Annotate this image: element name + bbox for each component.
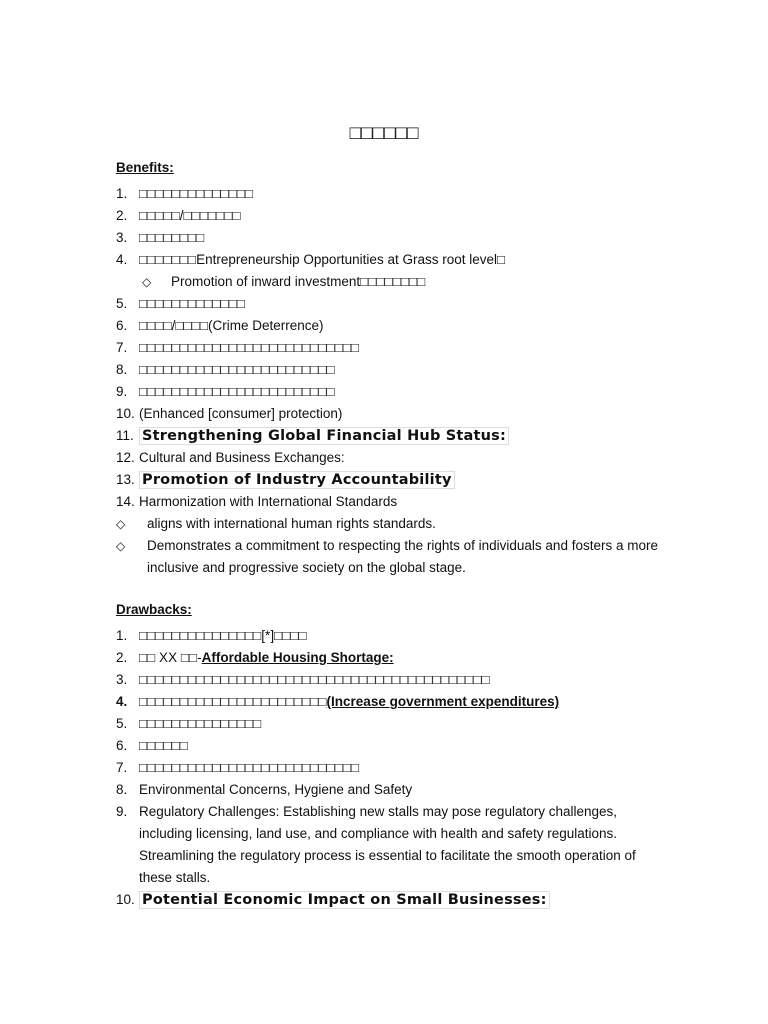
item-number: 3.: [116, 672, 128, 687]
item-prefix: □□□□□□□□□□□□□□□□□□□□□□□: [139, 694, 327, 709]
list-item: [0, 293, 768, 315]
list-item: [0, 381, 768, 403]
item-number: 7.: [116, 760, 128, 775]
item-text: Harmonization with International Standards: [139, 494, 398, 509]
list-item: [0, 801, 768, 889]
item-text: □□□□□□□Entrepreneurship Opportunities at Grass root level□: [139, 252, 506, 267]
item-number: 11.: [116, 428, 134, 443]
list-item: [0, 691, 768, 713]
item-text-highlight: Strengthening Global Financial Hub Status:: [139, 427, 509, 445]
item-text: Environmental Concerns, Hygiene and Safety: [139, 782, 413, 797]
item-number: 7.: [116, 340, 128, 355]
list-item: [0, 491, 768, 513]
drawbacks-heading: Drawbacks:: [116, 602, 192, 617]
item-prefix: □□ XX □□-: [139, 650, 202, 665]
page-title: □□□□□□: [349, 123, 419, 144]
list-item: [0, 359, 768, 381]
item-text: Cultural and Business Exchanges:: [139, 450, 345, 465]
diamond-outline-icon: ◇: [142, 275, 152, 289]
drawbacks-list: [0, 625, 768, 911]
item-text-highlight: Promotion of Industry Accountability: [139, 471, 455, 489]
item-number: 2.: [116, 650, 128, 665]
item-number: 13.: [116, 472, 135, 487]
item-text: □□□□□□□□□□□□□□□□□□□□□□□□: [139, 362, 335, 377]
list-item: [0, 735, 768, 757]
list-item: [0, 669, 768, 691]
item-text: □□□□□□□□□□□□□□□□□□□□□□□□: [139, 384, 335, 399]
list-item: [0, 889, 768, 911]
list-item: [0, 183, 768, 205]
list-item: [0, 425, 768, 447]
item-text-highlight: Potential Economic Impact on Small Businesses:: [139, 891, 550, 909]
sub-list-item: [0, 535, 768, 579]
item-number: 1.: [116, 186, 128, 201]
item-text: □□□□□□□□: [139, 230, 205, 245]
list-item: [0, 315, 768, 337]
item-text: (Enhanced [consumer] protection): [139, 406, 343, 421]
list-item: [0, 779, 768, 801]
item-number: 5.: [116, 716, 128, 731]
item-text: □□□□□□□□□□□□□□□□□□□□□□□□□□□: [139, 760, 360, 775]
list-item: [0, 205, 768, 227]
item-text: □□□□/□□□□(Crime Deterrence): [139, 318, 324, 333]
diamond-outline-icon: ◇: [116, 539, 126, 553]
item-text: Regulatory Challenges: Establishing new stalls may pose regulatory challenges, including licensing, land use, and compliance with health and safety regulations. Streamlining the regulatory process is essential to facilitate the smooth operation of these stalls.: [139, 804, 636, 885]
item-number: 10.: [116, 406, 135, 421]
item-text: (Increase government expenditures): [326, 694, 560, 709]
item-number: 9.: [116, 384, 128, 399]
item-text: □□□□□□: [139, 738, 188, 753]
item-text: □□□□□□□□□□□□□: [139, 296, 246, 311]
item-number: 8.: [116, 782, 128, 797]
item-number: 3.: [116, 230, 128, 245]
list-item: [0, 469, 768, 491]
item-number: 9.: [116, 804, 128, 819]
item-number: 4.: [116, 694, 128, 709]
sub-list-item: [0, 513, 768, 535]
list-item: [0, 227, 768, 249]
item-text: Promotion of inward investment□□□□□□□□: [171, 274, 426, 289]
list-item: [0, 337, 768, 359]
item-number: 2.: [116, 208, 128, 223]
item-number: 6.: [116, 318, 128, 333]
list-item: [0, 447, 768, 469]
item-number: 12.: [116, 450, 135, 465]
item-number: 1.: [116, 628, 128, 643]
list-item: [0, 647, 768, 669]
item-text: Demonstrates a commitment to respecting the rights of individuals and fosters a more inclusive and progressive society on the global stage.: [147, 538, 658, 575]
sub-list-item: [0, 271, 768, 293]
benefits-list: [0, 183, 768, 579]
list-item: [0, 713, 768, 735]
list-item: [0, 249, 768, 271]
item-number: 4.: [116, 252, 128, 267]
item-number: 8.: [116, 362, 128, 377]
item-text: □□□□□□□□□□□□□□: [139, 186, 254, 201]
item-number: 5.: [116, 296, 128, 311]
item-text: □□□□□□□□□□□□□□□: [139, 716, 262, 731]
list-item: [0, 403, 768, 425]
item-text: aligns with international human rights standards.: [147, 516, 436, 531]
benefits-heading: Benefits:: [116, 160, 174, 175]
diamond-outline-icon: ◇: [116, 517, 126, 531]
item-text: □□□□□□□□□□□□□□□[*]□□□□: [139, 628, 307, 643]
list-item: [0, 625, 768, 647]
item-text: □□□□□□□□□□□□□□□□□□□□□□□□□□□□□□□□□□□□□□□□□□□: [139, 672, 490, 687]
item-number: 6.: [116, 738, 128, 753]
item-number: 14.: [116, 494, 135, 509]
item-number: 10.: [116, 892, 135, 907]
list-item: [0, 757, 768, 779]
item-text: Affordable Housing Shortage:: [201, 650, 394, 665]
item-text: □□□□□□□□□□□□□□□□□□□□□□□□□□□: [139, 340, 360, 355]
item-text: □□□□□/□□□□□□□: [139, 208, 241, 223]
